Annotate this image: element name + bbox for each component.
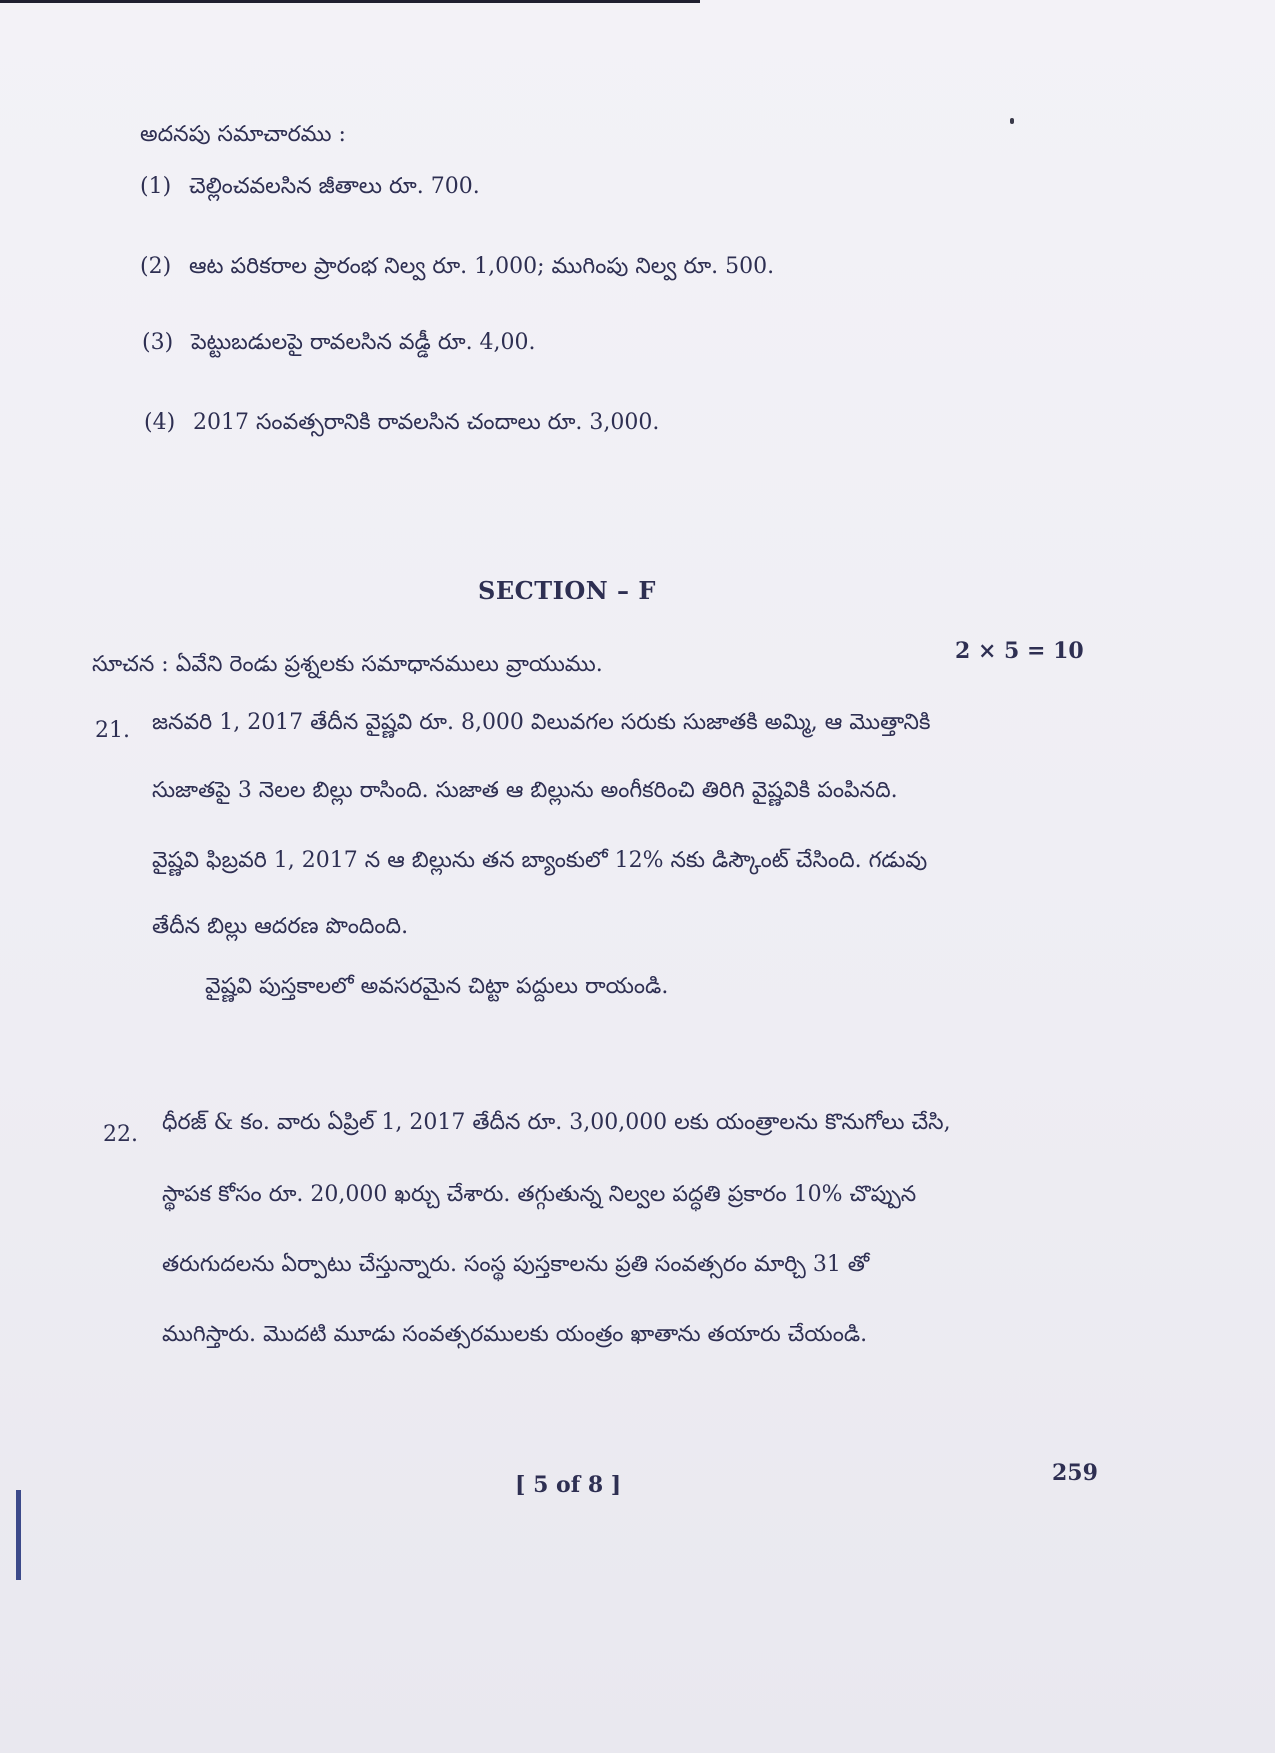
question-21-number: 21.	[95, 718, 130, 743]
info-item-2	[140, 252, 774, 282]
section-title: SECTION – F	[478, 576, 656, 605]
info-item-1	[140, 172, 480, 202]
info-item-text: పెట్టుబడులపై రావలసిన వడ్డీ రూ. 4,00.	[191, 330, 536, 355]
page-number: [ 5 of 8 ]	[515, 1472, 622, 1498]
scan-speck	[1010, 118, 1014, 124]
info-item-4	[144, 408, 659, 438]
section-marks: 2 × 5 = 10	[955, 638, 1084, 664]
info-item-text: చెల్లించవలసిన జీతాలు రూ. 700.	[189, 174, 480, 199]
info-item-text: 2017 సంవత్సరానికి రావలసిన చందాలు రూ. 3,000.	[193, 410, 660, 435]
question-22-line: ధీరజ్ & కం. వారు ఏప్రిల్ 1, 2017 తేదీన రూ. 3,00,000 లకు యంత్రాలను కొనుగోలు చేసి,	[162, 1110, 951, 1135]
question-21-line: జనవరి 1, 2017 తేదీన వైష్ణవి రూ. 8,000 విలువగల సరుకు సుజాతకి అమ్మి, ఆ మొత్తానికి	[152, 710, 931, 735]
info-item-number: (1)	[140, 174, 172, 199]
section-instruction: సూచన : ఏవేని రెండు ప్రశ్నలకు సమాధానములు వ్రాయుము.	[92, 652, 603, 677]
question-21-task: వైష్ణవి పుస్తకాలలో అవసరమైన చిట్టా పద్దులు రాయండి.	[205, 974, 669, 999]
question-21-line: వైష్ణవి ఫిబ్రవరి 1, 2017 న ఆ బిల్లును తన బ్యాంకులో 12% నకు డిస్కౌంట్ చేసింది. గడువు	[152, 848, 928, 873]
info-item-number: (4)	[144, 410, 176, 435]
scan-left-mark	[16, 1490, 21, 1580]
info-item-text: ఆట పరికరాల ప్రారంభ నిల్వ రూ. 1,000; ముగింపు నిల్వ రూ. 500.	[189, 254, 775, 279]
paper-code: 259	[1052, 1460, 1098, 1486]
additional-info-heading: అదనపు సమాచారము :	[140, 122, 346, 147]
question-22-number: 22.	[103, 1122, 138, 1147]
question-22-line: ముగిస్తారు. మొదటి మూడు సంవత్సరములకు యంత్రం ఖాతాను తయారు చేయండి.	[162, 1322, 868, 1347]
question-22-line: తరుగుదలను ఏర్పాటు చేస్తున్నారు. సంస్థ పుస్తకాలను ప్రతి సంవత్సరం మార్చి 31 తో	[162, 1252, 870, 1277]
info-item-number: (3)	[142, 330, 174, 355]
scan-top-edge	[0, 0, 700, 3]
question-21-line: సుజాతపై 3 నెలల బిల్లు రాసింది. సుజాత ఆ బిల్లును అంగీకరించి తిరిగి వైష్ణవికి పంపినది.	[152, 778, 898, 803]
question-21-line: తేదీన బిల్లు ఆదరణ పొందింది.	[152, 914, 409, 939]
info-item-number: (2)	[140, 254, 172, 279]
question-22-line: స్థాపక కోసం రూ. 20,000 ఖర్చు చేశారు. తగ్గుతున్న నిల్వల పద్ధతి ప్రకారం 10% చొప్పున	[162, 1182, 917, 1207]
info-item-3	[142, 328, 536, 358]
